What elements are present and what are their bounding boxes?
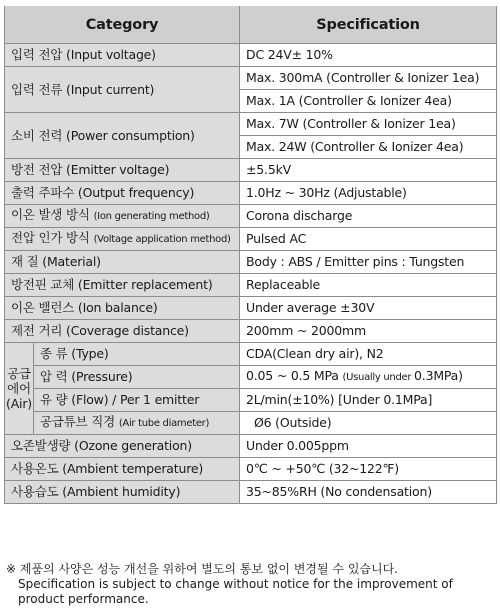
row-label: 입력 전압 (Input voltage) xyxy=(5,44,240,67)
row-value: Under average ±30V xyxy=(240,297,497,320)
air-group-text: 공급 에어 (Air) xyxy=(6,366,32,411)
air-group-label xyxy=(5,343,34,435)
footnote-english-line1: Specification is subject to change without notice for the improvement of xyxy=(18,577,453,591)
row-value: ±5.5kV xyxy=(240,159,497,182)
table-row xyxy=(5,251,497,274)
row-label: 사용온도 (Ambient temperature) xyxy=(5,458,240,481)
row-label-ko: 공급튜브 직경 xyxy=(40,414,119,429)
row-label: 재 질 (Material) xyxy=(5,251,240,274)
row-value: Pulsed AC xyxy=(240,228,497,251)
table-row xyxy=(5,44,497,67)
table-row xyxy=(5,458,497,481)
row-value: 1.0Hz ~ 30Hz (Adjustable) xyxy=(240,182,497,205)
row-label: 압 력 (Pressure) xyxy=(34,366,240,389)
table-row xyxy=(5,113,497,136)
table-row xyxy=(5,182,497,205)
row-value: 35~85%RH (No condensation) xyxy=(240,481,497,504)
table-row xyxy=(5,228,497,251)
row-label: 입력 전류 (Input current) xyxy=(5,67,240,113)
row-label-en: (Air tube diameter) xyxy=(118,418,210,429)
row-value: Max. 7W (Controller & Ionizer 1ea) xyxy=(240,113,497,136)
row-label-en: (Ion generating method) xyxy=(93,211,210,222)
row-value: Ø6 (Outside) xyxy=(240,412,497,435)
table-row xyxy=(5,389,497,412)
table-row xyxy=(5,343,497,366)
row-label-ko: 이온 발생 방식 xyxy=(11,207,94,222)
table-row xyxy=(5,274,497,297)
table-header-row xyxy=(5,6,497,44)
row-label-en: (Voltage application method) xyxy=(93,234,231,245)
specification-header: Specification xyxy=(240,6,497,44)
row-label: 제전 거리 (Coverage distance) xyxy=(5,320,240,343)
table-row xyxy=(5,67,497,90)
value-small: (Usually under xyxy=(342,372,415,383)
table-row xyxy=(5,435,497,458)
row-value: Max. 24W (Controller & Ionizer 4ea) xyxy=(240,136,497,159)
row-value: Corona discharge xyxy=(240,205,497,228)
value-end: 0.3MPa) xyxy=(414,368,463,383)
table-row xyxy=(5,297,497,320)
row-label xyxy=(34,412,240,435)
row-label xyxy=(5,228,240,251)
table-row xyxy=(5,205,497,228)
table-row xyxy=(5,320,497,343)
row-value xyxy=(240,366,497,389)
row-label: 방전 전압 (Emitter voltage) xyxy=(5,159,240,182)
row-value: Replaceable xyxy=(240,274,497,297)
footnote xyxy=(6,562,496,607)
row-value: 200mm ~ 2000mm xyxy=(240,320,497,343)
table-row xyxy=(5,159,497,182)
row-value: Max. 300mA (Controller & Ionizer 1ea) xyxy=(240,67,497,90)
table-row xyxy=(5,412,497,435)
row-label: 종 류 (Type) xyxy=(34,343,240,366)
row-label: 유 량 (Flow) / Per 1 emitter xyxy=(34,389,240,412)
row-value: Body : ABS / Emitter pins : Tungsten xyxy=(240,251,497,274)
row-label-ko: 전압 인가 방식 xyxy=(11,230,94,245)
footnote-english-line2: product performance. xyxy=(18,592,149,606)
row-label: 방전핀 교체 (Emitter replacement) xyxy=(5,274,240,297)
row-value: DC 24V± 10% xyxy=(240,44,497,67)
value-main: 0.05 ~ 0.5 MPa xyxy=(246,368,343,383)
row-label: 이온 밸런스 (Ion balance) xyxy=(5,297,240,320)
row-label: 소비 전력 (Power consumption) xyxy=(5,113,240,159)
row-value: 2L/min(±10%) [Under 0.1MPa] xyxy=(240,389,497,412)
row-label: 사용습도 (Ambient humidity) xyxy=(5,481,240,504)
category-header: Category xyxy=(5,6,240,44)
row-value: CDA(Clean dry air), N2 xyxy=(240,343,497,366)
row-value: 0℃ ~ +50℃ (32~122℉) xyxy=(240,458,497,481)
footnote-korean: ※ 제품의 사양은 성능 개선을 위하여 별도의 통보 없이 변경될 수 있습니다. xyxy=(6,562,398,576)
table-row xyxy=(5,481,497,504)
specification-table xyxy=(4,6,497,504)
table-row xyxy=(5,366,497,389)
row-label: 출력 주파수 (Output frequency) xyxy=(5,182,240,205)
row-value: Max. 1A (Controller & Ionizer 4ea) xyxy=(240,90,497,113)
row-label xyxy=(5,205,240,228)
row-value: Under 0.005ppm xyxy=(240,435,497,458)
row-label: 오존발생량 (Ozone generation) xyxy=(5,435,240,458)
